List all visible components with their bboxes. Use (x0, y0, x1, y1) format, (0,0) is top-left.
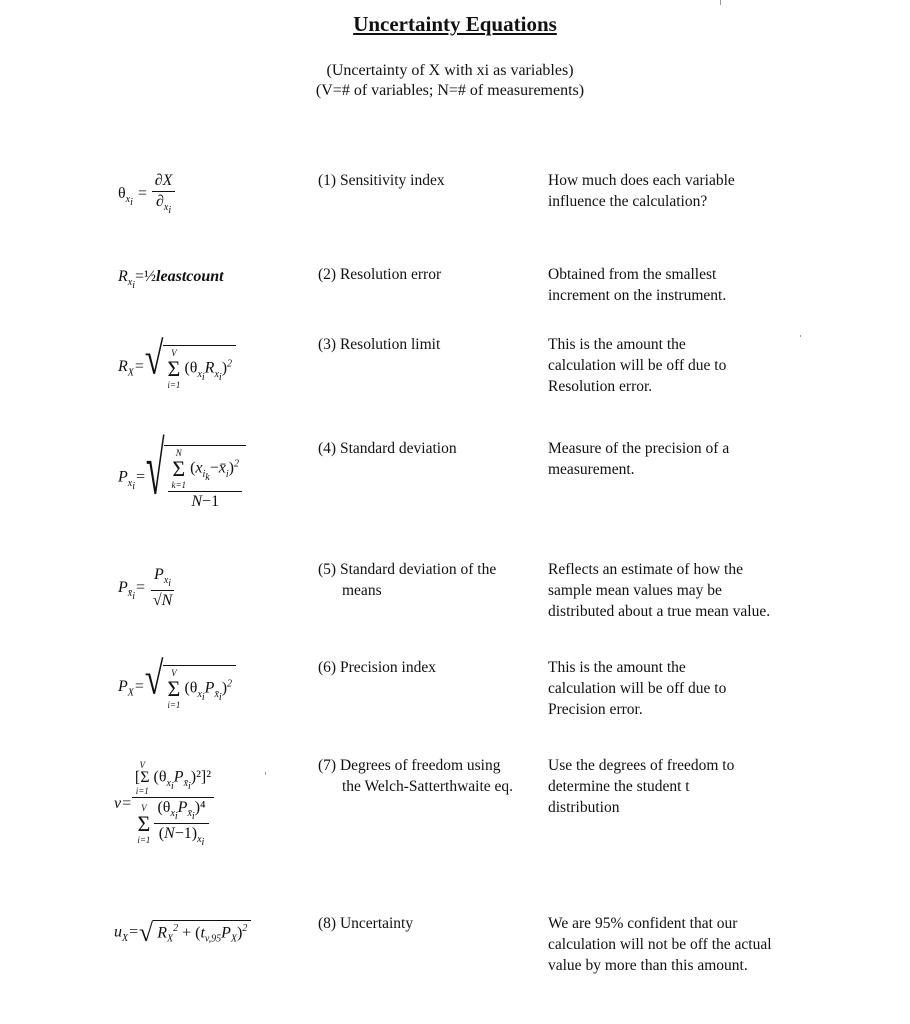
label-4: (4) Standard deviation (318, 440, 457, 457)
description-6: This is the amount the calculation will be off due to Precision error. (548, 659, 727, 718)
description-1: How much does each variable influence the calculation? (548, 172, 735, 210)
equation-8-uncertainty: $u_X=$ √ $R_X^2 + (t_{v,95}P_X)^2$ (114, 920, 251, 946)
description-8: We are 95% confident that our calculation will not be off the actual value by more than this amount. (548, 915, 772, 974)
subtitle-line-1: (Uncertainty of X with xi as variables) (326, 62, 574, 79)
page-title: Uncertainty Equations (353, 12, 557, 36)
description-2: Obtained from the smallest increment on the instrument. (548, 266, 727, 304)
equation-3-resolution-limit: $R_X=$ √ V Σ i=1 $(\theta_{x_i}R_{x_i})^2$ (118, 345, 236, 390)
label-5: (5) Standard deviation of the means (318, 561, 497, 599)
label-3: (3) Resolution limit (318, 336, 441, 353)
equation-2-resolution-error: $R_{x_i}=\frac{1}{2}leastcount$ (118, 268, 224, 292)
equation-6-precision-index: $P_X=$ √ V Σ i=1 $(\theta_{x_i}P_{x̄_i})^2$ (118, 665, 236, 710)
label-6: (6) Precision index (318, 659, 436, 676)
subtitle-line-2: (V=# of variables; N=# of measurements) (315, 82, 585, 99)
description-3: This is the amount the calculation will be off due to Resolution error. (548, 336, 727, 395)
scan-mark (800, 335, 801, 337)
equation-5-std-dev-means: $P_{x̄_i}=$ $\frac{P_{x_i}}{√N}$ (118, 566, 173, 610)
label-2: (2) Resolution error (318, 266, 442, 283)
equation-1-sensitivity: $\theta_{x_i}$ = $\frac{\partial X}{\partial_{x_i}}$ (118, 172, 175, 216)
label-8: (8) Uncertainty (318, 915, 414, 932)
equation-4-standard-deviation: $P_{x_i}=$ √ N Σ k=1 $(x_{i_k}-x̄_i)^2$ N−1 (118, 445, 246, 511)
label-7: (7) Degrees of freedom using the Welch-Satterthwaite eq. (318, 757, 514, 795)
description-7: Use the degrees of freedom to determine the student t distribution (548, 757, 735, 816)
scan-mark (720, 0, 721, 5)
label-1: (1) Sensitivity index (318, 172, 445, 189)
scan-mark (265, 772, 266, 775)
equation-7-degrees-of-freedom: v= V [Σ i=1 $(\theta_{x_i}P_{x̄_i})^2]^2$ V Σ i=1 $\frac{(\theta_{x_i}P_{x̄_i})^4}{(N-1)_{x_i}}$ (114, 760, 214, 848)
description-4: Measure of the precision of a measurement. (548, 440, 730, 478)
description-5: Reflects an estimate of how the sample mean values may be distributed about a true mean value. (548, 561, 771, 620)
